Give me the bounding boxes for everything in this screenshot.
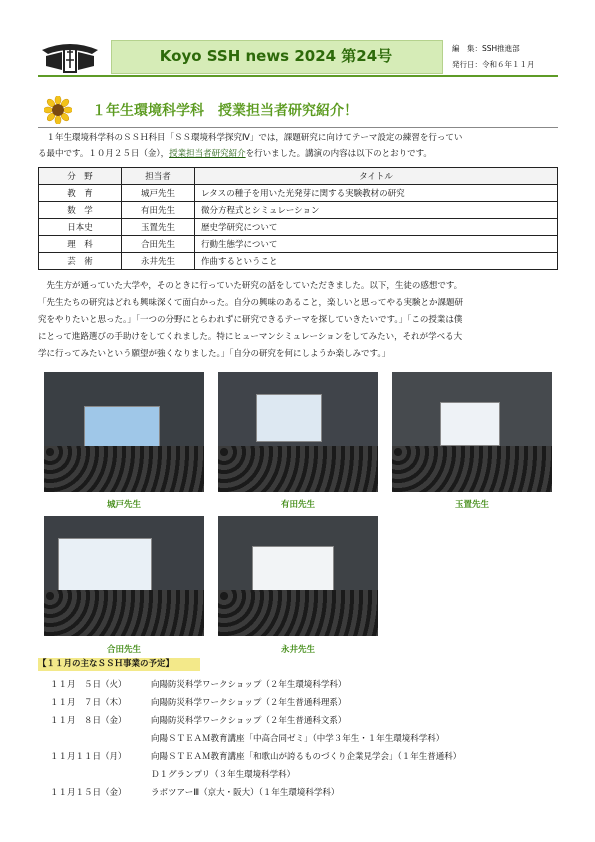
table-row [39,185,558,202]
lecture-photo [44,516,204,636]
section-divider [38,127,558,128]
table-cell-title: 行動生態学について [195,236,558,253]
impression-line: 先生方が通っていた大学や，そのときに行っていた研究の話をしていただきました。以下，生徒の感想です。 [38,281,463,291]
editor-value: SSH推進部 [482,44,520,53]
issued-value: 令和６年１１月 [482,60,535,69]
lecture-table [38,167,558,270]
table-header-teacher: 担当者 [122,168,195,185]
impression-line: 学に行ってみたいという願望が強くなりました。」「自分の研究を何にしようか楽しみです。」 [38,349,391,359]
table-cell-title: 微分方程式とシミュレーション [195,202,558,219]
editor-label: 編 集： [452,44,482,53]
lecture-photo [44,372,204,492]
table-header-title: タイトル [195,168,558,185]
schedule-event: Ｄ１グランプリ（３年生環境科学科） [151,770,296,780]
schedule-date: １１月 ７日（木） [50,698,127,708]
editor-line [452,43,520,54]
table-cell-field: 理 科 [39,236,122,253]
schedule-event: 向陽ＳＴＥＡＭ教育講座「和歌山が誇るものづくり企業見学会」（１年生普通科） [151,752,462,762]
intro-text-c: を行いました。講演の内容は以下のとおりです。 [245,149,432,159]
schedule-date: １１月 ５日（火） [50,680,127,690]
photo-caption: 有田先生 [280,500,315,510]
table-row [39,202,558,219]
photo-caption: 合田先生 [106,645,141,655]
impression-line: 「先生たちの研究はどれも興味深くて面白かった。自分の興味のあること，楽しいと思ってやる実験とか課題研 [38,298,464,308]
schedule-event: ラボツアーⅢ（京大・阪大）（１年生環境科学科） [151,788,340,798]
schedule-event: 向陽防災科学ワークショップ（２年生普通科文系） [151,716,347,726]
schedule-date: １１月 ８日（金） [50,716,127,726]
photo-caption: 城戸先生 [106,500,141,510]
lecture-photo [218,516,378,636]
table-cell-teacher: 合田先生 [122,236,195,253]
table-cell-teacher: 永井先生 [122,253,195,270]
table-cell-title: 歴史学研究について [195,219,558,236]
table-header-row [39,168,558,185]
table-row [39,253,558,270]
table-cell-teacher: 城戸先生 [122,185,195,202]
schedule-event: 向陽防災科学ワークショップ（２年生普通科理系） [151,698,347,708]
issued-line [452,59,535,70]
issued-label: 発行日： [452,60,482,69]
table-cell-title: レタスの種子を用いた光発芽に関する実験教材の研究 [195,185,558,202]
table-row [39,219,558,236]
school-crest-icon [40,40,100,74]
photo-caption: 永井先生 [280,645,315,655]
newsletter-title: Koyo SSH news 2024 第24号 [159,47,393,65]
lecture-photo [218,372,378,492]
table-cell-teacher: 有田先生 [122,202,195,219]
intro-highlight: 授業担当者研究紹介 [169,149,246,159]
schedule-title: 【１１月の主なＳＳＨ事業の予定】 [38,658,200,671]
intro-text-a: る最中です。１０月２５日（金）， [38,149,170,159]
intro-line-2 [38,147,432,162]
section-heading: １年生環境科学科 授業担当者研究紹介！ [92,103,358,119]
table-cell-field: 日本史 [39,219,122,236]
lecture-photo [392,372,552,492]
impression-line: 究をやりたいと思った。」「一つの分野にとらわれずに研究できるテーマを探していきたいです。」「この授業は僕 [38,315,463,325]
schedule-event: 向陽ＳＴＥＡＭ教育講座「中高合同ゼミ」（中学３年生・１年生環境科学科） [151,734,445,744]
sunflower-icon [44,96,72,124]
table-cell-field: 教 育 [39,185,122,202]
impression-line: にとって進路選びの手助けをしてくれました。特にヒューマンシミュレーションをしてみたい，それが学べる大 [38,332,463,342]
table-cell-field: 芸 術 [39,253,122,270]
table-cell-teacher: 玉置先生 [122,219,195,236]
schedule-date: １１月１１日（月） [50,752,127,762]
photo-caption: 玉置先生 [454,500,489,510]
table-header-field: 分 野 [39,168,122,185]
table-row [39,236,558,253]
schedule-date: １１月１５日（金） [50,788,127,798]
header-divider [38,75,558,77]
schedule-event: 向陽防災科学ワークショップ（２年生環境科学科） [151,680,347,690]
table-cell-title: 作曲するということ [195,253,558,270]
table-cell-field: 数 学 [39,202,122,219]
intro-line-1: １年生環境科学科のＳＳＨ科目「ＳＳ環境科学探究Ⅳ」では，課題研究に向けてテーマ設定の練習を行ってい [38,133,463,143]
